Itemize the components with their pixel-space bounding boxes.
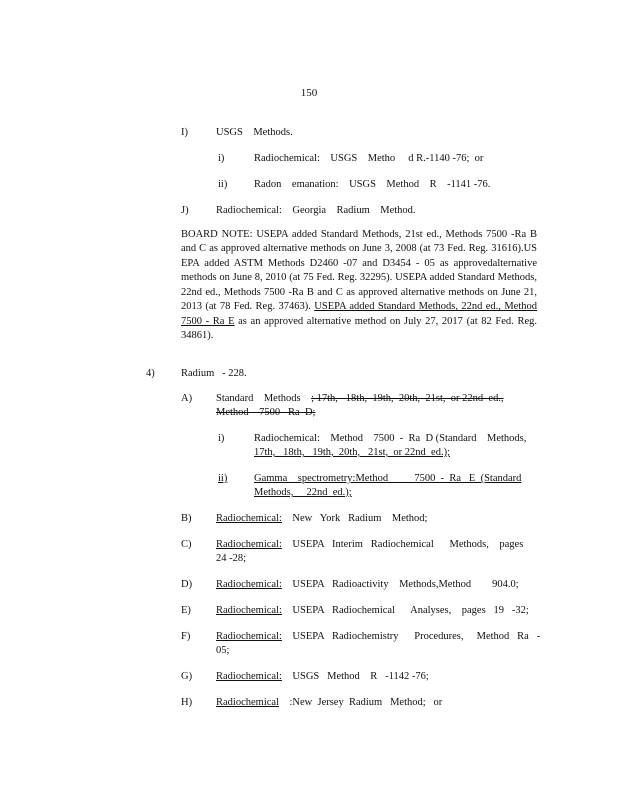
item-F-line2: 05; [216, 645, 230, 656]
list-marker-I-ii: ii) [218, 179, 228, 190]
list-marker-B: B) [181, 513, 192, 524]
list-marker-A: A) [181, 393, 193, 404]
item-E-label: Radiochemical: [216, 605, 282, 616]
item-C-text [216, 538, 523, 552]
list-marker-I-i: i) [218, 153, 225, 164]
item-I-ii-text: Radon emanation: USGS Method R -1141 -76. [254, 179, 491, 190]
list-marker-G: G) [181, 671, 193, 682]
item-D-label: Radiochemical: [216, 579, 282, 590]
item-A-ii-line1: Gamma spectrometry:Method 7500 - Ra E (Standard [254, 473, 522, 484]
item-A-i-line2: 17th, 18th, 19th, 20th, 21st, or 22nd ed.); [254, 447, 450, 458]
list-marker-D: D) [181, 579, 193, 590]
item-H-rest: :New Jersey Radium Method; or [278, 697, 443, 708]
item-G-text [216, 670, 429, 684]
item-B-rest: New York Radium Method; [281, 513, 428, 524]
item-C-line2: 24 -28; [216, 553, 247, 564]
list-marker-H: H) [181, 697, 193, 708]
board-note-text: BOARD NOTE: USEPA added Standard Methods, 21st ed., Methods 7500 -Ra B and C as approved alternative methods on June 3, 2008 (at 73 Fed. Reg. 31616).US EPA added ASTM Methods D2460 -07 and D3454 - 05 as approvedalternative methods on June 8, 2010 (at 75 Fed. Reg. 32295). USEPA added Standard Methods, 22nd ed., Methods 7500 -Ra B and C as approved alternative methods on June 21, 2013 (at 78 Fed. Reg. 37463). [181, 229, 537, 313]
item-A-struck-2: Method 7500 Ra D; [216, 407, 316, 418]
item-A-line1 [216, 392, 504, 406]
item-G-rest: USGS Method R -1142 -76; [281, 671, 429, 682]
item-H-label: Radiochemical [216, 697, 279, 708]
list-marker-A-i: i) [218, 433, 225, 444]
item-E-rest: USEPA Radiochemical Analyses, pages 19 -32; [281, 605, 529, 616]
board-note [181, 228, 537, 344]
list-marker-A-ii: ii) [218, 473, 228, 484]
item-H-text [216, 696, 442, 710]
item-A-lead: Standard Methods [216, 393, 312, 404]
item-F-text [216, 630, 540, 644]
item-B-text [216, 512, 427, 526]
item-A-line2 [216, 406, 315, 420]
item-C-label: Radiochemical: [216, 539, 282, 550]
item-E-text [216, 604, 529, 618]
board-note-tail: as an approved alternative method on July 27, 2017 (at 82 Fed. Reg. 34861). [181, 315, 537, 342]
item-A-i-line1: Radiochemical: Method 7500 - Ra D (Standard Methods, [254, 433, 527, 444]
item-B-label: Radiochemical: [216, 513, 282, 524]
item-F-label: Radiochemical: [216, 631, 282, 642]
list-marker-4: 4) [146, 368, 155, 379]
list-marker-I: I) [181, 127, 188, 138]
item-A-ii-line2: Methods, 22nd ed.); [254, 487, 352, 498]
item-D-text [216, 578, 519, 592]
item-I-i-text: Radiochemical: USGS Metho d R.-1140 -76; or [254, 153, 484, 164]
item-4-text: Radium - 228. [181, 368, 247, 379]
list-marker-F: F) [181, 631, 191, 642]
list-marker-J: J) [181, 205, 189, 216]
page-number: 150 [300, 87, 318, 99]
list-marker-E: E) [181, 605, 191, 616]
item-F-rest: USEPA Radiochemistry Procedures, Method Ra - [281, 631, 541, 642]
board-note-underlined: USEPA added Standard Methods, 22nd ed., Method 7500 - Ra E [181, 301, 537, 327]
item-A-struck-1: ; 17th, 18th, 19th, 20th, 21st, or 22nd ed., [311, 393, 504, 404]
list-marker-C: C) [181, 539, 192, 550]
item-C-rest: USEPA Interim Radiochemical Methods, pages [281, 539, 524, 550]
item-I-text: USGS Methods. [216, 127, 293, 138]
item-J-text: Radiochemical: Georgia Radium Method. [216, 205, 416, 216]
item-D-rest: USEPA Radioactivity Methods,Method 904.0; [281, 579, 519, 590]
item-G-label: Radiochemical: [216, 671, 282, 682]
